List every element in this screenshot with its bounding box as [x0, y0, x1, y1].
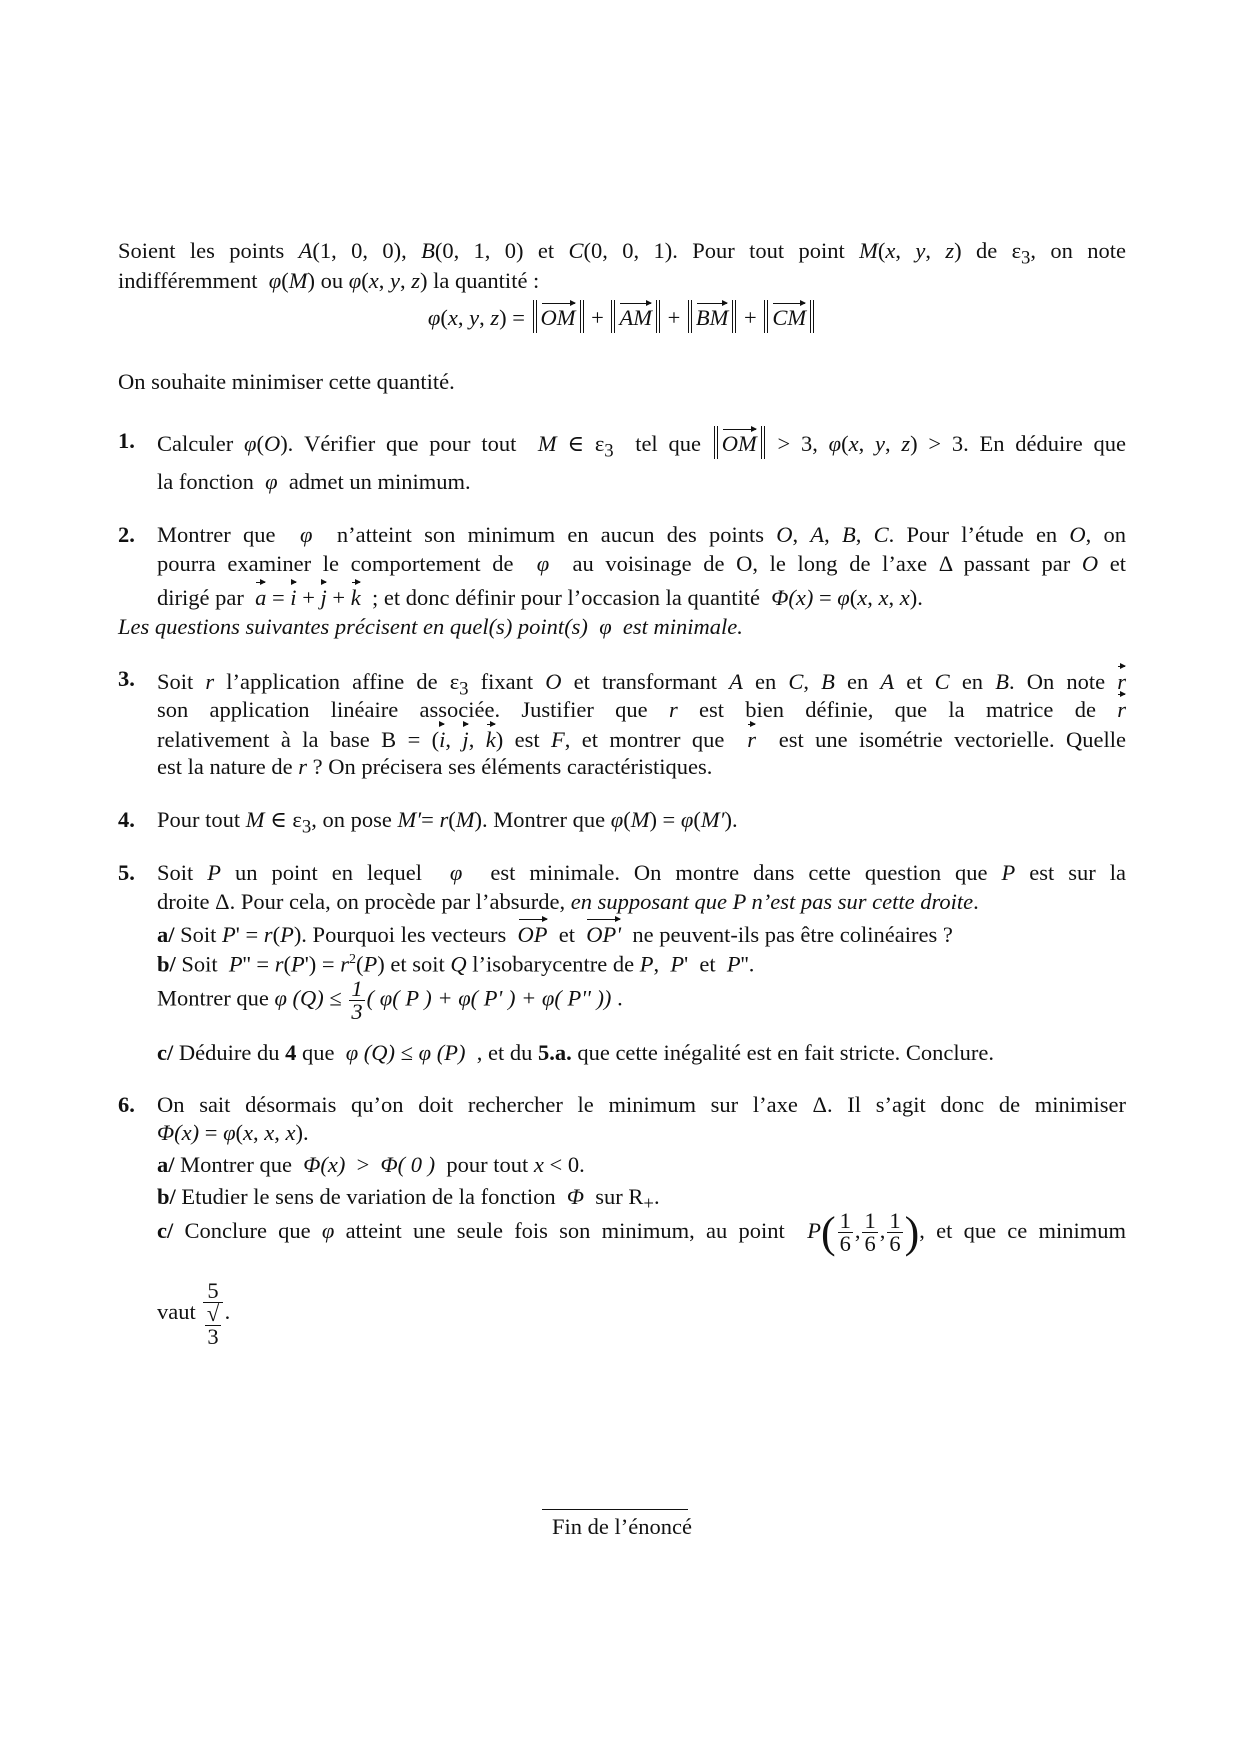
question-3-number: 3. [118, 666, 135, 691]
question-2-line-2: pourra examiner le comportement de φ au voisinage de O, le long de l’axe Δ passant par O et [157, 551, 1126, 576]
question-6-part-b: b/ Etudier le sens de variation de la fonction Φ sur $R_+$. [157, 1184, 660, 1215]
question-5-number: 5. [118, 860, 135, 885]
question-6-line-2: Φ(x) = φ(x, x, x). [157, 1120, 309, 1145]
question-4-line-1: Pour tout M ∈ $\varepsilon_3$, on pose M′= r(M). Montrer que φ(M) = φ(M′). [157, 807, 738, 838]
question-6-part-c-value: vaut 5 √ 3 . [157, 1278, 231, 1349]
intro-line-2: indifféremment φ(M) ou φ(x, y, z) la quantité : [118, 268, 540, 293]
question-1-line-2: la fonction φ admet un minimum. [157, 469, 471, 494]
question-6-part-c: c/ Conclure que φ atteint une seule fois son minimum, au point P( $\frac{1}{6}$ , $\frac{1}{6}$ , $\frac{1}{6}$ ), et que ce minimum [157, 1207, 1126, 1257]
end-of-statement: Fin de l’énoncé [552, 1514, 692, 1539]
intro-line-1-text: Soient les points A(1, 0, 0), B(0, 1, 0) et C(0, 0, 1). Pour tout point M(x, y, z) de $\varepsilon_3$, on note [118, 238, 1126, 269]
footer-rule [542, 1509, 688, 1510]
question-2-line-3: dirigé par a = i + j + k ; et donc définir pour l’occasion la quantité Φ(x) = φ(x, x, x). [157, 580, 1126, 613]
question-1-number: 1. [118, 428, 135, 453]
question-3-line-3: relativement à la base B = (i, j, k) est F, et montrer que r est une isométrie vectorielle. Quelle [157, 722, 1126, 755]
question-3-line-2: son application linéaire associée. Justifier que r est bien définie, que la matrice de r [157, 692, 1126, 725]
question-3-line-1: Soit r l’application affine de $\varepsilon_3$ fixant O et transformant A en C, B en A et C en B. On note r [157, 664, 1126, 705]
question-6-number: 6. [118, 1092, 135, 1117]
question-5-part-a: a/ Soit P' = r(P). Pourquoi les vecteurs OP et OP' ne peuvent-ils pas être colinéaires ? [157, 917, 1126, 950]
question-2-number: 2. [118, 522, 135, 547]
question-3-line-4: est la nature de r ? On précisera ses éléments caractéristiques. [157, 754, 713, 779]
transition-note: Les questions suivantes précisent en quel(s) point(s) φ est minimale. [118, 614, 743, 639]
question-4-number: 4. [118, 807, 135, 832]
question-5-part-b: b/ Soit $P'' = r(P') = r^2(P)$ et soit Q l’isobarycentre de P, P' et P''. [157, 951, 755, 977]
question-5-part-b-inequality: Montrer que φ (Q) ≤ $\frac{1}{3}$ ( φ( P ) + φ( P' ) + φ( P'' )) . [157, 976, 623, 1024]
question-1-line-1: Calculer φ(O). Vérifier que pour tout M ∈ $\varepsilon_3$ tel que OM > 3, φ(x, y, z) > 3. En déduire que [157, 426, 1126, 467]
question-5-line-2: droite Δ. Pour cela, on procède par l’absurde, en supposant que P n’est pas sur cette droite. [157, 889, 979, 914]
question-2-line-1: Montrer que φ n’atteint son minimum en aucun des points O, A, B, C. Pour l’étude en O, on [157, 522, 1127, 547]
intro-goal: On souhaite minimiser cette quantité. [118, 369, 455, 394]
question-5-part-c: c/ Déduire du 4 que φ (Q) ≤ φ (P) , et du 5.a. que cette inégalité est en fait stricte. Conclure. [157, 1040, 995, 1065]
question-6-line-1: On sait désormais qu’on doit rechercher le minimum sur l’axe Δ. Il s’agit donc de minimiser [157, 1092, 1126, 1117]
phi-definition-formula: φ(x, y, z) = OM + AM + BM + CM [118, 300, 1126, 333]
question-5-line-1: Soit P un point en lequel φ est minimale. On montre dans cette question que P est sur la [157, 860, 1126, 885]
question-6-part-a: a/ Montrer que Φ(x) > Φ( 0 ) pour tout x < 0. [157, 1152, 585, 1177]
